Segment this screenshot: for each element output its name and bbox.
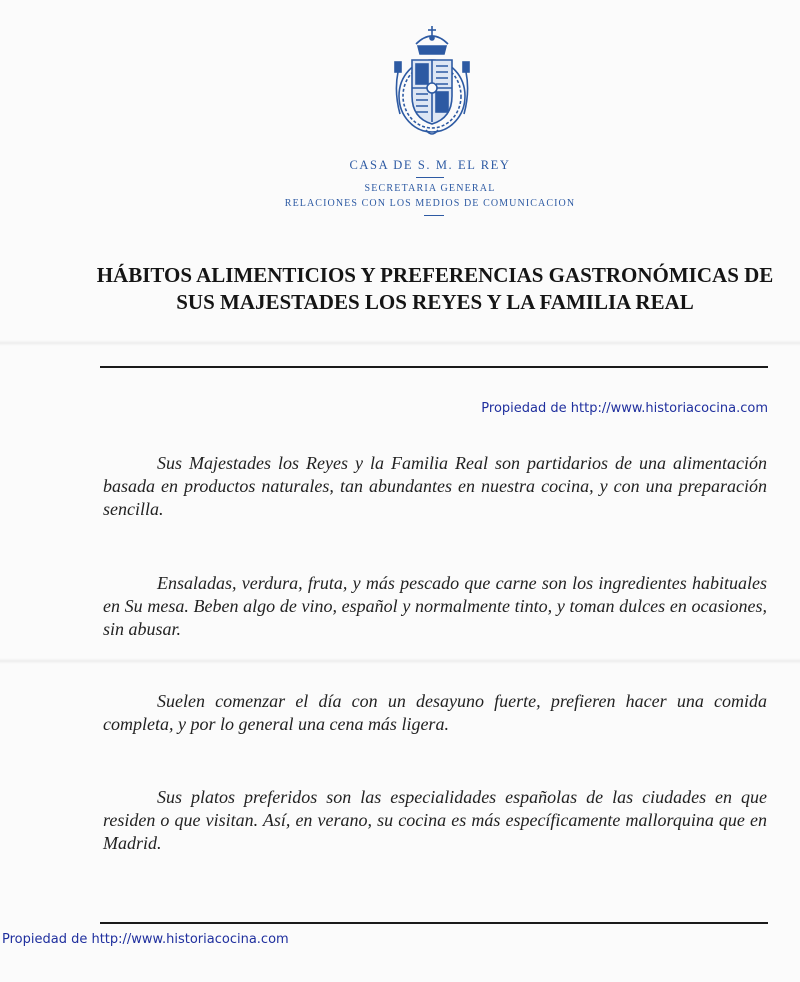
letterhead-divider — [416, 177, 444, 178]
title-rule — [100, 366, 768, 368]
letterhead-department: SECRETARIA GENERAL — [364, 183, 496, 194]
paper-fold-top — [0, 340, 800, 346]
paragraph-4: Sus platos preferidos son las especialidades españolas de las ciudades en que residen o que visitan. Así, en verano, su cocina es más específicamente mallorquina que en Madrid. — [103, 787, 767, 853]
letterhead-office: RELACIONES CON LOS MEDIOS DE COMUNICACION — [284, 198, 576, 209]
royal-coat-of-arms-icon — [394, 22, 470, 140]
paragraph-2: Ensaladas, verdura, fruta, y más pescado que carne son los ingredientes habituales en Su mesa. Beben algo de vino, español y normalmente tinto, y toman dulces en ocasiones, sin abusar. — [103, 573, 767, 639]
letterhead-organization: CASA DE S. M. EL REY — [349, 158, 511, 172]
watermark-top: Propiedad de http://www.historiacocina.com — [481, 401, 768, 416]
document-title: HÁBITOS ALIMENTICIOS Y PREFERENCIAS GASTRONÓMICAS DE SUS MAJESTADES LOS REYES Y LA FAMILIA REAL — [96, 263, 774, 314]
paper-fold-bottom — [0, 658, 800, 664]
watermark-bottom: Propiedad de http://www.historiacocina.com — [2, 932, 289, 947]
bottom-rule — [100, 922, 768, 924]
letterhead-divider-bottom — [424, 215, 444, 216]
paragraph-3: Suelen comenzar el día con un desayuno fuerte, prefieren hacer una comida completa, y por lo general una cena más ligera. — [103, 691, 767, 734]
paragraph-1: Sus Majestades los Reyes y la Familia Real son partidarios de una alimentación basada en productos naturales, tan abundantes en nuestra cocina, y con una preparación sencilla. — [103, 453, 767, 519]
